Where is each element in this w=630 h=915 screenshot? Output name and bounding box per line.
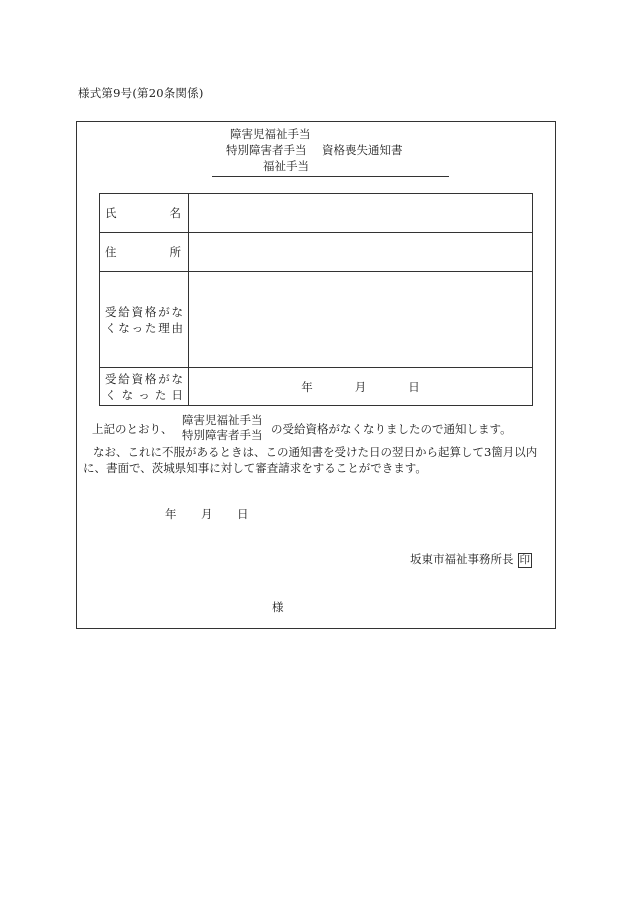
name-label: 氏 名 <box>100 194 189 233</box>
date-row <box>100 368 533 406</box>
title-allowance-1: 障害児福祉手当 <box>230 127 311 141</box>
issue-date-day: 日 <box>237 507 249 521</box>
reason-field[interactable] <box>189 272 533 368</box>
form-number: 様式第9号(第20条関係) <box>78 86 204 100</box>
notice-prefix: 上記のとおり、 <box>92 422 173 436</box>
document-title: 資格喪失通知書 <box>322 143 403 157</box>
issuer-block <box>410 551 532 568</box>
loss-date-field[interactable]: 年 月 日 <box>189 368 533 406</box>
name-field[interactable] <box>189 194 533 233</box>
appeal-text-line2: に、書面で、茨城県知事に対して審査請求をすることができます。 <box>83 461 427 475</box>
address-row <box>100 233 533 272</box>
notice-allowance-list <box>182 413 263 443</box>
issue-date-year: 年 <box>165 507 177 521</box>
notice-allowance-2: 特別障害者手当 <box>182 428 263 442</box>
name-row <box>100 194 533 233</box>
notice-allowance-1: 障害児福祉手当 <box>182 413 263 427</box>
title-allowance-2: 特別障害者手当 <box>226 143 307 157</box>
title-allowance-3: 福祉手当 <box>263 159 309 173</box>
issuer-name: 坂東市福祉事務所長 <box>410 552 514 566</box>
reason-row <box>100 272 533 368</box>
issue-date-month: 月 <box>201 507 213 521</box>
appeal-text-line1: なお、これに不服があるときは、この通知書を受けた日の翌日から起算して3箇月以内 <box>93 445 538 459</box>
title-underline <box>212 176 449 177</box>
addressee-honorific: 様 <box>272 600 284 614</box>
notice-suffix: の受給資格がなくなりましたので通知します。 <box>271 422 512 436</box>
date-label: 受給資格がな くなった日 <box>100 368 189 406</box>
address-field[interactable] <box>189 233 533 272</box>
seal-stamp-box: 印 <box>519 554 530 566</box>
address-label: 住 所 <box>100 233 189 272</box>
title-allowance-list <box>226 126 326 174</box>
recipient-info-table <box>99 193 533 406</box>
reason-label: 受給資格がな くなった理由 <box>100 272 189 368</box>
